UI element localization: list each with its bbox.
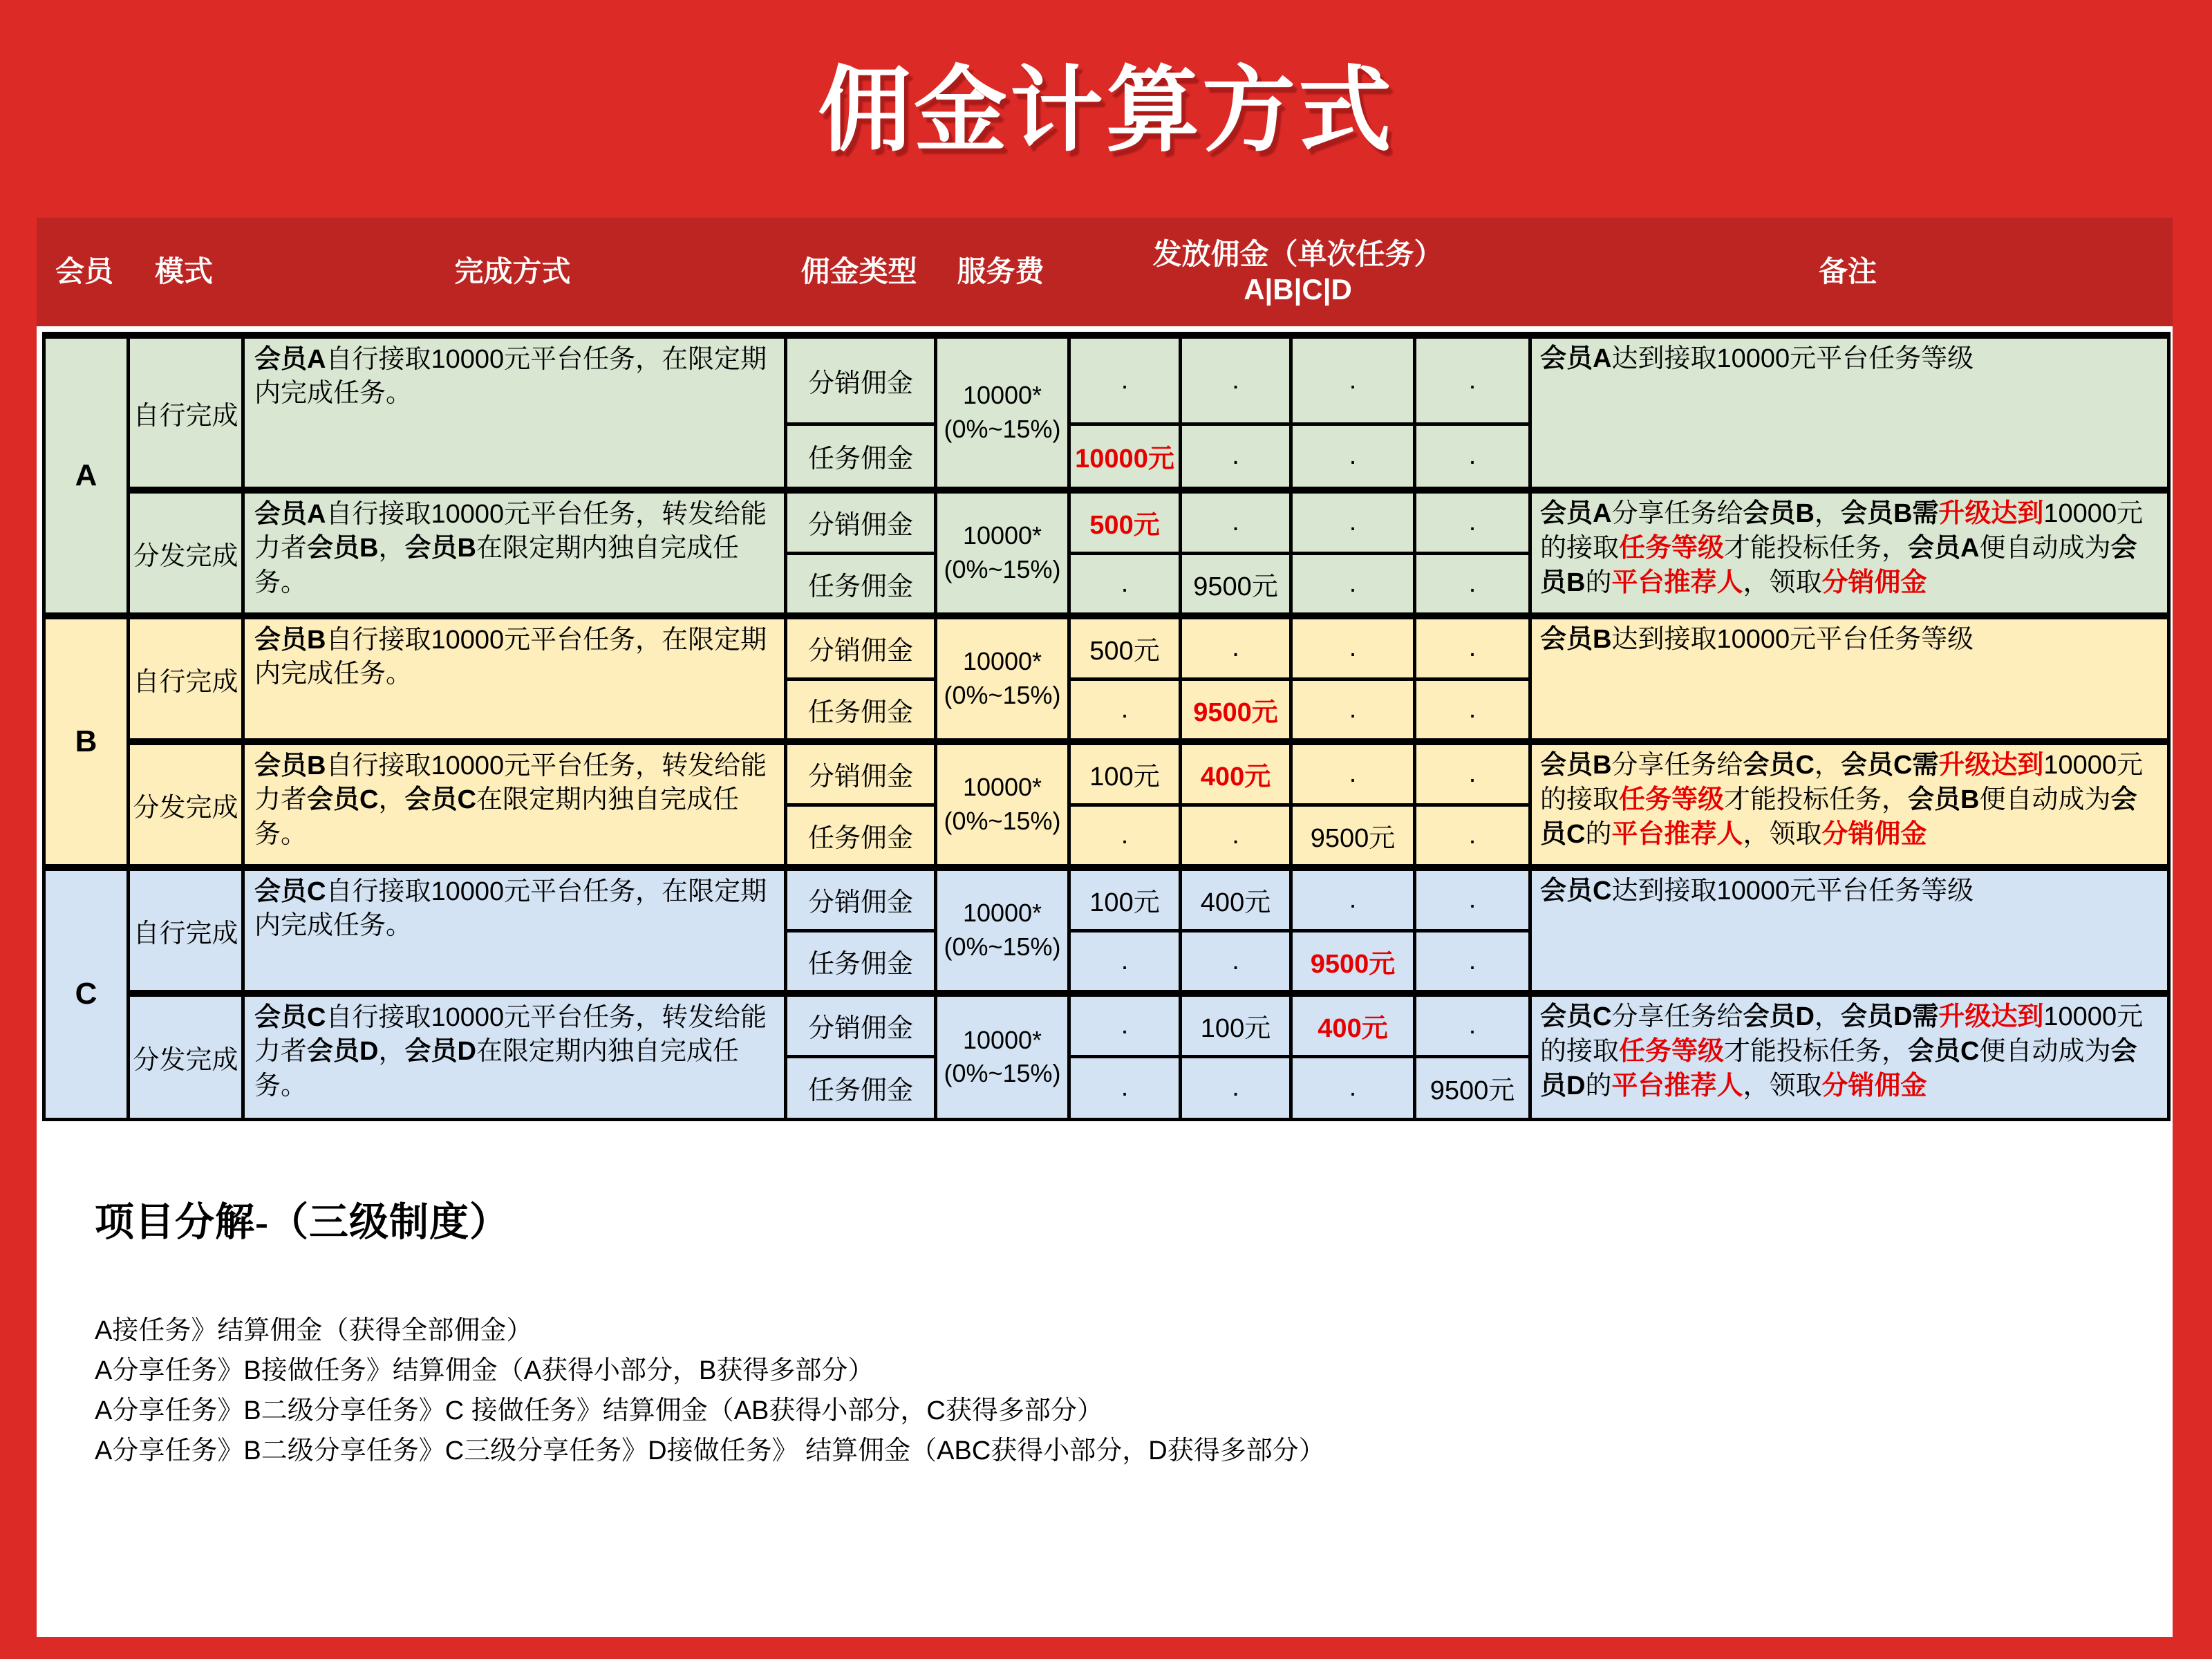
commission-type-cell: 任务佣金 [786, 805, 936, 868]
table-row [44, 490, 2169, 553]
value-cell-b: 400元 [1181, 868, 1291, 930]
commission-type-cell: 任务佣金 [786, 424, 936, 490]
value-cell-b: . [1181, 930, 1291, 993]
mode-cell: 分发完成 [129, 490, 243, 616]
value-cell-b: 400元 [1181, 742, 1291, 805]
value-cell-d: . [1415, 490, 1530, 553]
header-method: 完成方式 [454, 255, 571, 288]
breakdown-line: A分享任务》B二级分享任务》C 接做任务》结算佣金（AB获得小部分，C获得多部分） [95, 1396, 1103, 1425]
value-cell-a: . [1069, 930, 1181, 993]
value-cell-a: . [1069, 805, 1181, 868]
value-cell-a: . [1069, 679, 1181, 742]
value-cell-d: . [1415, 424, 1530, 490]
value-cell-d: . [1415, 868, 1530, 930]
remark-cell: 会员C分享任务给会员D，会员D需升级达到10000元的接取任务等级才能投标任务，会员C便自动成为会员D的平台推荐人，领取分销佣金 [1530, 993, 2169, 1119]
value-cell-d: . [1415, 553, 1530, 616]
commission-type-cell: 任务佣金 [786, 553, 936, 616]
header-member: 会员 [55, 255, 113, 288]
mode-cell: 自行完成 [129, 335, 243, 490]
commission-table [42, 332, 2171, 1121]
method-cell: 会员C自行接取10000元平台任务，在限定期内完成任务。 [243, 868, 786, 993]
method-cell: 会员C自行接取10000元平台任务，转发给能力者会员D，会员D在限定期内独自完成任务。 [243, 993, 786, 1119]
member-cell: A [44, 335, 129, 616]
commission-type-cell: 分销佣金 [786, 490, 936, 553]
value-cell-b: . [1181, 490, 1291, 553]
value-cell-b: . [1181, 616, 1291, 679]
commission-type-cell: 分销佣金 [786, 742, 936, 805]
value-cell-c: . [1291, 490, 1415, 553]
value-cell-c: . [1291, 424, 1415, 490]
value-cell-c: . [1291, 616, 1415, 679]
table-header-row [37, 218, 2173, 326]
value-cell-b: 100元 [1181, 993, 1291, 1056]
table-row [44, 616, 2169, 679]
value-cell-c: 9500元 [1291, 930, 1415, 993]
value-cell-a: . [1069, 553, 1181, 616]
value-cell-c: 9500元 [1291, 805, 1415, 868]
table-row [44, 993, 2169, 1056]
commission-type-cell: 任务佣金 [786, 679, 936, 742]
value-cell-c: . [1291, 553, 1415, 616]
mode-cell: 分发完成 [129, 993, 243, 1119]
commission-type-cell: 分销佣金 [786, 616, 936, 679]
breakdown-line: A分享任务》B接做任务》结算佣金（A获得小部分，B获得多部分） [95, 1356, 874, 1385]
member-cell: B [44, 616, 129, 868]
commission-type-cell: 分销佣金 [786, 993, 936, 1056]
value-cell-a: 500元 [1069, 616, 1181, 679]
value-cell-a: 10000元 [1069, 424, 1181, 490]
value-cell-d: . [1415, 335, 1530, 424]
value-cell-a: . [1069, 993, 1181, 1056]
value-cell-d: . [1415, 679, 1530, 742]
value-cell-c: 400元 [1291, 993, 1415, 1056]
value-cell-b: . [1181, 335, 1291, 424]
value-cell-b: . [1181, 424, 1291, 490]
service-fee-cell: 10000* (0%~15%) [936, 490, 1069, 616]
value-cell-b: 9500元 [1181, 679, 1291, 742]
method-cell: 会员A自行接取10000元平台任务，在限定期内完成任务。 [243, 335, 786, 490]
commission-type-cell: 任务佣金 [786, 1056, 936, 1119]
breakdown-line: A分享任务》B二级分享任务》C三级分享任务》D接做任务》 结算佣金（ABC获得小部分，D获得多部分） [95, 1436, 1325, 1465]
service-fee-cell: 10000* (0%~15%) [936, 335, 1069, 490]
table-row [44, 742, 2169, 805]
mode-cell: 自行完成 [129, 616, 243, 742]
member-cell: C [44, 868, 129, 1119]
value-cell-c: . [1291, 679, 1415, 742]
value-cell-c: . [1291, 868, 1415, 930]
value-cell-a: 100元 [1069, 742, 1181, 805]
value-cell-d: . [1415, 742, 1530, 805]
table-row [44, 335, 2169, 424]
method-cell: 会员B自行接取10000元平台任务，在限定期内完成任务。 [243, 616, 786, 742]
value-cell-b: . [1181, 805, 1291, 868]
value-cell-d: . [1415, 930, 1530, 993]
commission-panel [37, 218, 2173, 1637]
project-breakdown-section [37, 1121, 2173, 1471]
mode-cell: 分发完成 [129, 742, 243, 868]
value-cell-b: 9500元 [1181, 553, 1291, 616]
service-fee-cell: 10000* (0%~15%) [936, 993, 1069, 1119]
remark-cell: 会员A达到接取10000元平台任务等级 [1530, 335, 2169, 490]
table-body [37, 326, 2173, 1121]
value-cell-d: . [1415, 805, 1530, 868]
breakdown-lines [95, 1311, 2131, 1471]
commission-type-cell: 分销佣金 [786, 335, 936, 424]
value-cell-c: . [1291, 1056, 1415, 1119]
header-fee: 服务费 [957, 255, 1044, 288]
value-cell-a: . [1069, 335, 1181, 424]
header-remark: 备注 [1818, 255, 1877, 288]
value-cell-d: . [1415, 616, 1530, 679]
header-payout-line1: 发放佣金（单次任务） [1152, 238, 1443, 271]
value-cell-c: . [1291, 335, 1415, 424]
page-title: 佣金计算方式 [818, 60, 1394, 163]
value-cell-d: 9500元 [1415, 1056, 1530, 1119]
header-payout-line2: A|B|C|D [1244, 272, 1352, 306]
header-mode: 模式 [154, 255, 213, 288]
value-cell-d: . [1415, 993, 1530, 1056]
value-cell-c: . [1291, 742, 1415, 805]
remark-cell: 会员A分享任务给会员B，会员B需升级达到10000元的接取任务等级才能投标任务，会员A便自动成为会员B的平台推荐人，领取分销佣金 [1530, 490, 2169, 616]
breakdown-line: A接任务》结算佣金（获得全部佣金） [95, 1315, 533, 1345]
remark-cell: 会员C达到接取10000元平台任务等级 [1530, 868, 2169, 993]
value-cell-b: . [1181, 1056, 1291, 1119]
method-cell: 会员B自行接取10000元平台任务，转发给能力者会员C，会员C在限定期内独自完成任务。 [243, 742, 786, 868]
value-cell-a: 500元 [1069, 490, 1181, 553]
breakdown-heading: 项目分解-（三级制度） [95, 1200, 509, 1244]
mode-cell: 自行完成 [129, 868, 243, 993]
value-cell-a: . [1069, 1056, 1181, 1119]
header-payout [1067, 237, 1528, 307]
remark-cell: 会员B达到接取10000元平台任务等级 [1530, 616, 2169, 742]
table-row [44, 868, 2169, 930]
method-cell: 会员A自行接取10000元平台任务，转发给能力者会员B，会员B在限定期内独自完成任务。 [243, 490, 786, 616]
commission-type-cell: 任务佣金 [786, 930, 936, 993]
service-fee-cell: 10000* (0%~15%) [936, 742, 1069, 868]
commission-type-cell: 分销佣金 [786, 868, 936, 930]
header-type: 佣金类型 [800, 255, 917, 288]
service-fee-cell: 10000* (0%~15%) [936, 616, 1069, 742]
value-cell-a: 100元 [1069, 868, 1181, 930]
remark-cell: 会员B分享任务给会员C，会员C需升级达到10000元的接取任务等级才能投标任务，会员B便自动成为会员C的平台推荐人，领取分销佣金 [1530, 742, 2169, 868]
service-fee-cell: 10000* (0%~15%) [936, 868, 1069, 993]
